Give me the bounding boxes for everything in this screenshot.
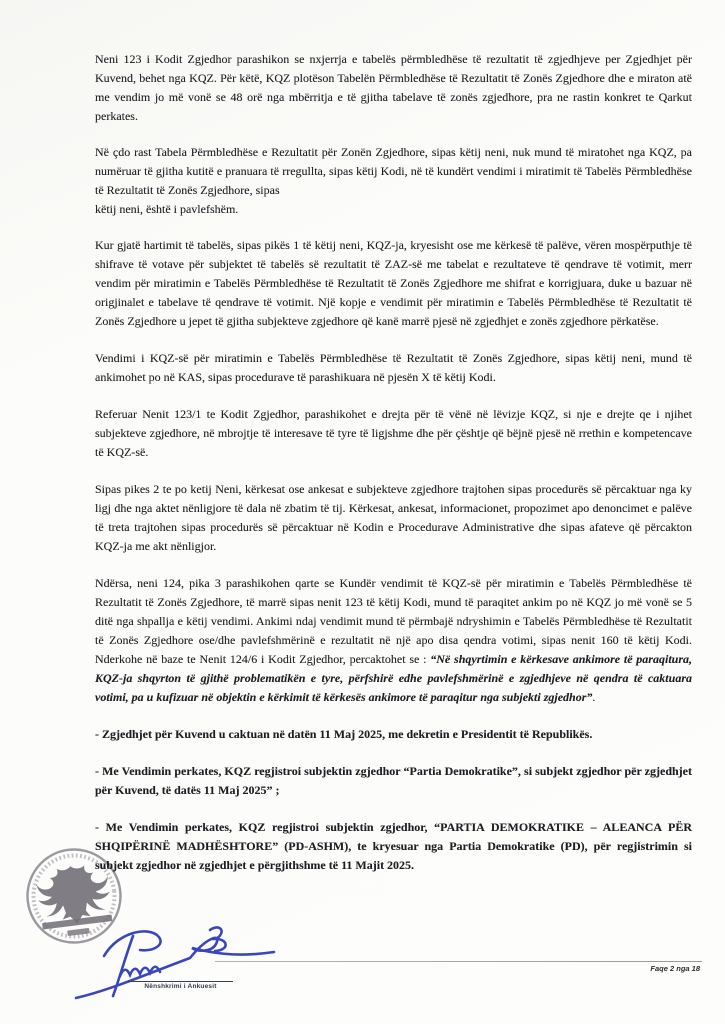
paragraph-line: Në çdo rast Tabela Përmbledhëse e Rezultatit për Zonën Zgjedhore, sipas këtij neni, nuk mund të miratohet nga KQZ, pa numëruar të gjitha kutitë e pranuara të rregullta, sipas këtij Kodi, në të kundërt vendimi i miratimit të Tabelës Përmbledhëse të Rezultatit të Zonës Zgjedhore, sipas: [95, 145, 692, 197]
paragraph-neni-124: [95, 574, 692, 707]
paragraph-pika-2: Sipas pikes 2 te po ketij Neni, kërkesat ose ankesat e subjekteve zgjedhore trajtohen sipas procedurës së përcaktuar nga ky ligj dhe nga aktet nënligjore të dala në zbatim të tij. Kërkesat, ankesat, informacionet, propozimet apo denoncimet e palëve të treta trajtohen sipas procedurës së përcaktuar në Kodin e Procedurave Administrative dhe sipas afateve që përcakton KQZ-ja me akt nënligjor.: [95, 482, 692, 553]
paragraph-tabela-permbledhese: [95, 143, 692, 219]
footer-divider-line: [215, 961, 702, 962]
paragraph-normal-run: Ndërsa, neni 124, pika 3 parashikohen qarte se Kundër vendimit të KQZ-së për miratimin e Tabelës Përmbledhëse të Rezultatit të Zonës Zgjedhore, të marrë sipas nenit 123 të këtij Kodi, mund të paraqitet ankim po në KQZ jo më vonë se 5 ditë nga shpallja e këtij vendimi. Ankimi ndaj vendimit mund të përmbajë ndryshimin e Tabelës Përmbledhëse të Rezultatit të Zonës Zgjedhore ose/dhe pavlefshmërinë e rezultatit në një apo disa qendra votimi, sipas nenit 160 të këtij Kodi. Nderkohe në baze te Nenit 124/6 i Kodit Zgjedhor, percaktohet se :: [95, 576, 692, 666]
page-number-label: Faqe 2 nga 18: [650, 964, 700, 973]
bullet-zgjedhjet-kuvend: - Zgjedhjet për Kuvend u caktuan në datën 11 Maj 2025, me dekretin e Presidentit të Republikës.: [95, 727, 593, 741]
paragraph-line: këtij neni, është i pavlefshëm.: [95, 202, 239, 216]
bullet-regjistrimi-pd: - Me Vendimin perkates, KQZ regjistroi subjektin zgjedhor “Partia Demokratike”, si subjekt zgjedhor për zgjedhjet për Kuvend, të datës 11 Maj 2025” ;: [95, 764, 692, 797]
paragraph-neni-123: Neni 123 i Kodit Zgjedhor parashikon se nxjerrja e tabelës përmbledhëse të rezultatit të zgjedhjeve per Zgjedhjet për Kuvend, behet nga KQZ. Për këtë, KQZ plotëson Tabelën Përmbledhëse të Rezultatit të Zonës Zgjedhore dhe e miraton atë me vendim jo më vonë se 48 orë nga mbërritja e të gjitha tabelave të zonës zgjedhore, pra ne rastin konkret te Qarkut perkates.: [95, 52, 692, 123]
paragraph-vendimi-kqz: Vendimi i KQZ-së për miratimin e Tabelës Përmbledhëse të Rezultatit të Zonës Zgjedhore, sipas këtij neni, mund të ankimohet po në KAS, sipas procedurave të parashikuara në pjesën X të këtij Kodi.: [95, 351, 692, 384]
paragraph-normal-run: .: [592, 690, 596, 704]
signature-caption: Nënshkrimi i Ankuesit: [128, 981, 233, 990]
legal-quote-bold-italic: “Në shqyrtimin e kërkesave ankimore të paraqitura, KQZ-ja shqyrton të gjithë problematikën e tyre, përfshirë edhe pavlefshmërinë e zgjedhjeve në qendra të caktuara votimi, pa u kufizuar në objektin e kërkimit të kërkesës ankimore të paraqitur nga subjekti zgjedhor”: [95, 652, 692, 704]
document-body: [95, 50, 692, 893]
paragraph-hartimi-tabeles: Kur gjatë hartimit të tabelës, sipas pikës 1 të këtij neni, KQZ-ja, kryesisht ose me kërkesë të palëve, vëren mospërputhje të shifrave të votave për subjektet të tabelës së rezultatit të ZAZ-së me tabelat e rezultateve të qendrave të votimit, merr vendim për miratimin e Tabelës Përmbledhëse të Rezultatit të Zonës Zgjedhore me shifrat e korrigjuara, duke u bazuar në origjinalet e tabelave të qendrave të votimit. Një kopje e vendimit për miratimin e Tabelës Përmbledhëse të Rezultatit të Zonës Zgjedhore u jepet të gjitha subjekteve zgjedhore që kanë marrë pjesë në zgjedhjet e zonës zgjedhore përkatëse.: [95, 238, 692, 328]
handwritten-ink-signature-icon: [70, 918, 285, 1010]
paragraph-neni-123-1: Referuar Nenit 123/1 te Kodit Zgjedhor, parashikohet e drejta për të vënë në lëvizje KQZ, si nje e drejte qe i njihet subjekteve zgjedhore, në mbrojtje të interesave të tyre të ligjshme dhe për çështje që bëjnë pjesë në rrethin e kompetencave të KQZ-së.: [95, 407, 692, 459]
bullet-regjistrimi-pd-ashm: - Me Vendimin perkates, KQZ regjistroi subjektin zgjedhor, “PARTIA DEMOKRATIKE – ALEANCA PËR SHQIPËRINË MADHËSHTORE” (PD-ASHM), te kryesuar nga Partia Demokratike (PD), për regjistrimin si subjekt zgjedhor në zgjedhjet e përgjithshme të 11 Majit 2025.: [95, 820, 692, 872]
